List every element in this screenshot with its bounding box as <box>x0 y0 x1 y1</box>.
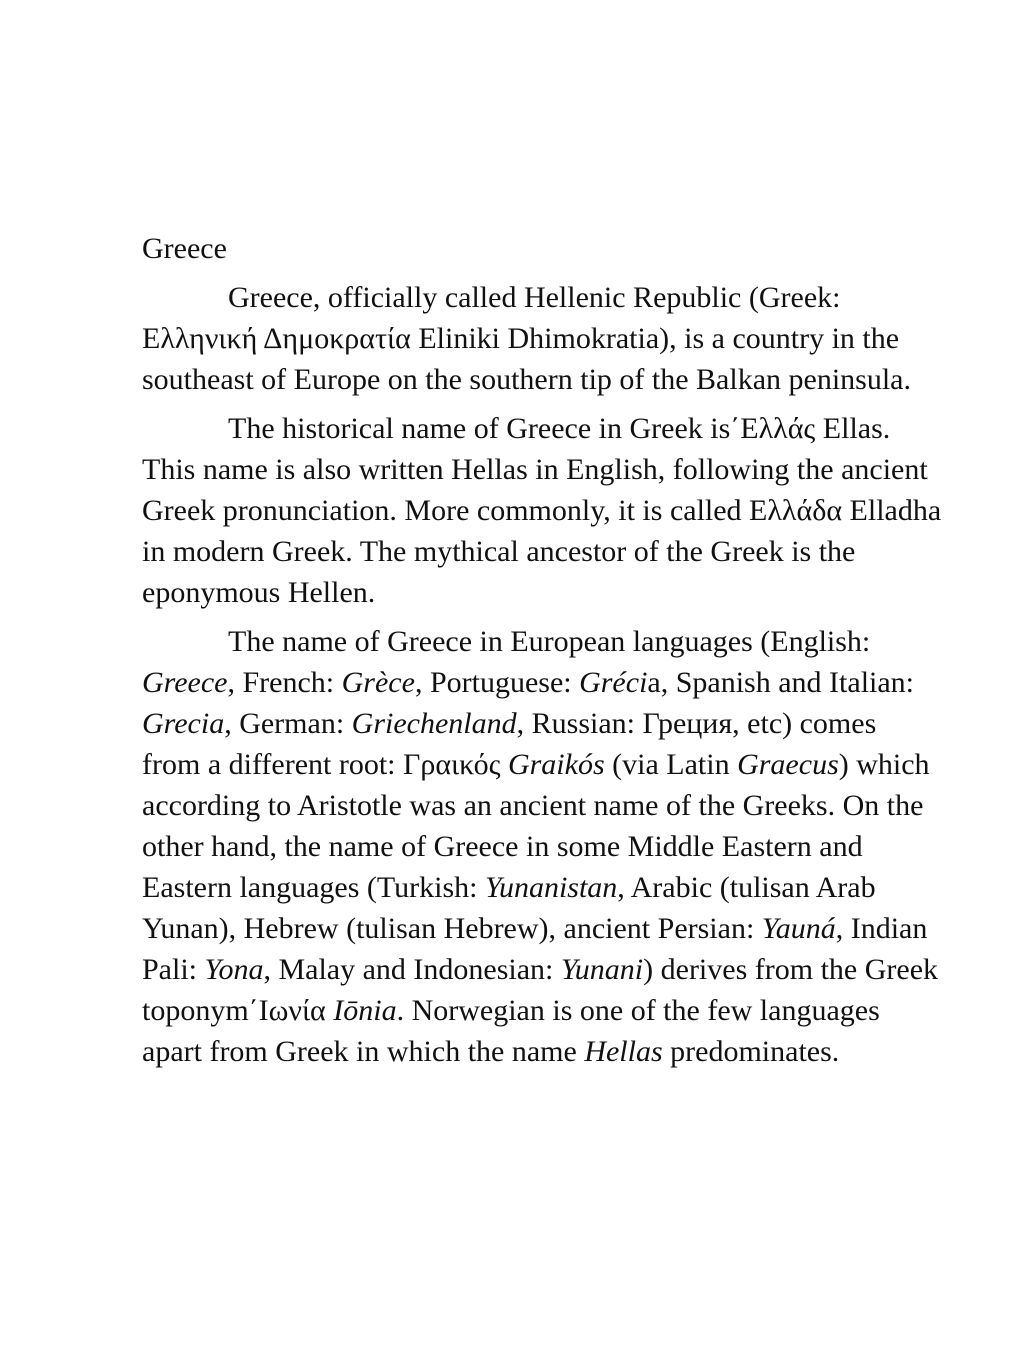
document-page <box>142 228 942 1072</box>
text-segment: ) which according to Aristotle was an ancient name of the Greeks. On the other hand, the name of Greece in some Middle Eastern and Eastern languages (Turkish: <box>142 748 930 904</box>
text-segment: , Malay and Indonesian: <box>263 953 561 986</box>
italic-term: Gréci <box>579 666 648 699</box>
italic-term: Yauná <box>761 912 836 945</box>
text-segment: The historical name of Greece in Greek is΄Ελλάς Ellas. This name is also written Hellas in English, following the ancient Greek pronunciation. More commonly, it is called Ελλάδα Elladha in modern Greek. The mythical ancestor of the Greek is the eponymous Hellen. <box>142 412 942 609</box>
document-title: Greece <box>142 232 227 265</box>
paragraph-2 <box>142 408 942 613</box>
text-segment: , Arabic (tulisan Arab Yunan), Hebrew (tulisan Hebrew), ancient Persian: <box>142 871 876 945</box>
italic-term: Grèce <box>341 666 415 699</box>
text-segment: . Norwegian is one of the few languages apart from Greek in which the name <box>142 994 880 1068</box>
italic-term: Greece <box>142 666 228 699</box>
italic-term: Yona <box>204 953 264 986</box>
italic-term: Griechenland <box>351 707 517 740</box>
text-segment: , Russian: Греция, etc) comes from a different root: Γραικός <box>142 707 877 781</box>
text-segment: predominates. <box>662 1035 840 1068</box>
italic-term: Yunani <box>560 953 644 986</box>
text-segment: (via Latin <box>604 748 738 781</box>
document-body <box>142 277 942 1072</box>
italic-term: Graecus <box>737 748 839 781</box>
text-segment: , German: <box>224 707 352 740</box>
text-segment: , Portuguese: <box>414 666 580 699</box>
italic-term: Grecia <box>142 707 225 740</box>
italic-term: Hellas <box>584 1035 663 1068</box>
text-segment: , Indian Pali: <box>142 912 928 986</box>
paragraph-3 <box>142 621 942 1072</box>
italic-term: Graikós <box>507 748 605 781</box>
text-segment: , French: <box>227 666 342 699</box>
italic-term: Iōnia <box>333 994 397 1027</box>
paragraph-1 <box>142 277 942 400</box>
text-segment: Greece, officially called Hellenic Republic (Greek: Ελληνική Δημοκρατία Eliniki Dhimokratia), is a country in the southeast of Europe on the southern tip of the Balkan peninsula. <box>142 281 911 396</box>
text-segment: a, Spanish and Italian: <box>647 666 915 699</box>
italic-term: Yunanistan <box>485 871 618 904</box>
text-segment: ) derives from the Greek toponym΄Ιωνία <box>142 953 939 1027</box>
text-segment: The name of Greece in European languages (English: <box>228 625 871 658</box>
